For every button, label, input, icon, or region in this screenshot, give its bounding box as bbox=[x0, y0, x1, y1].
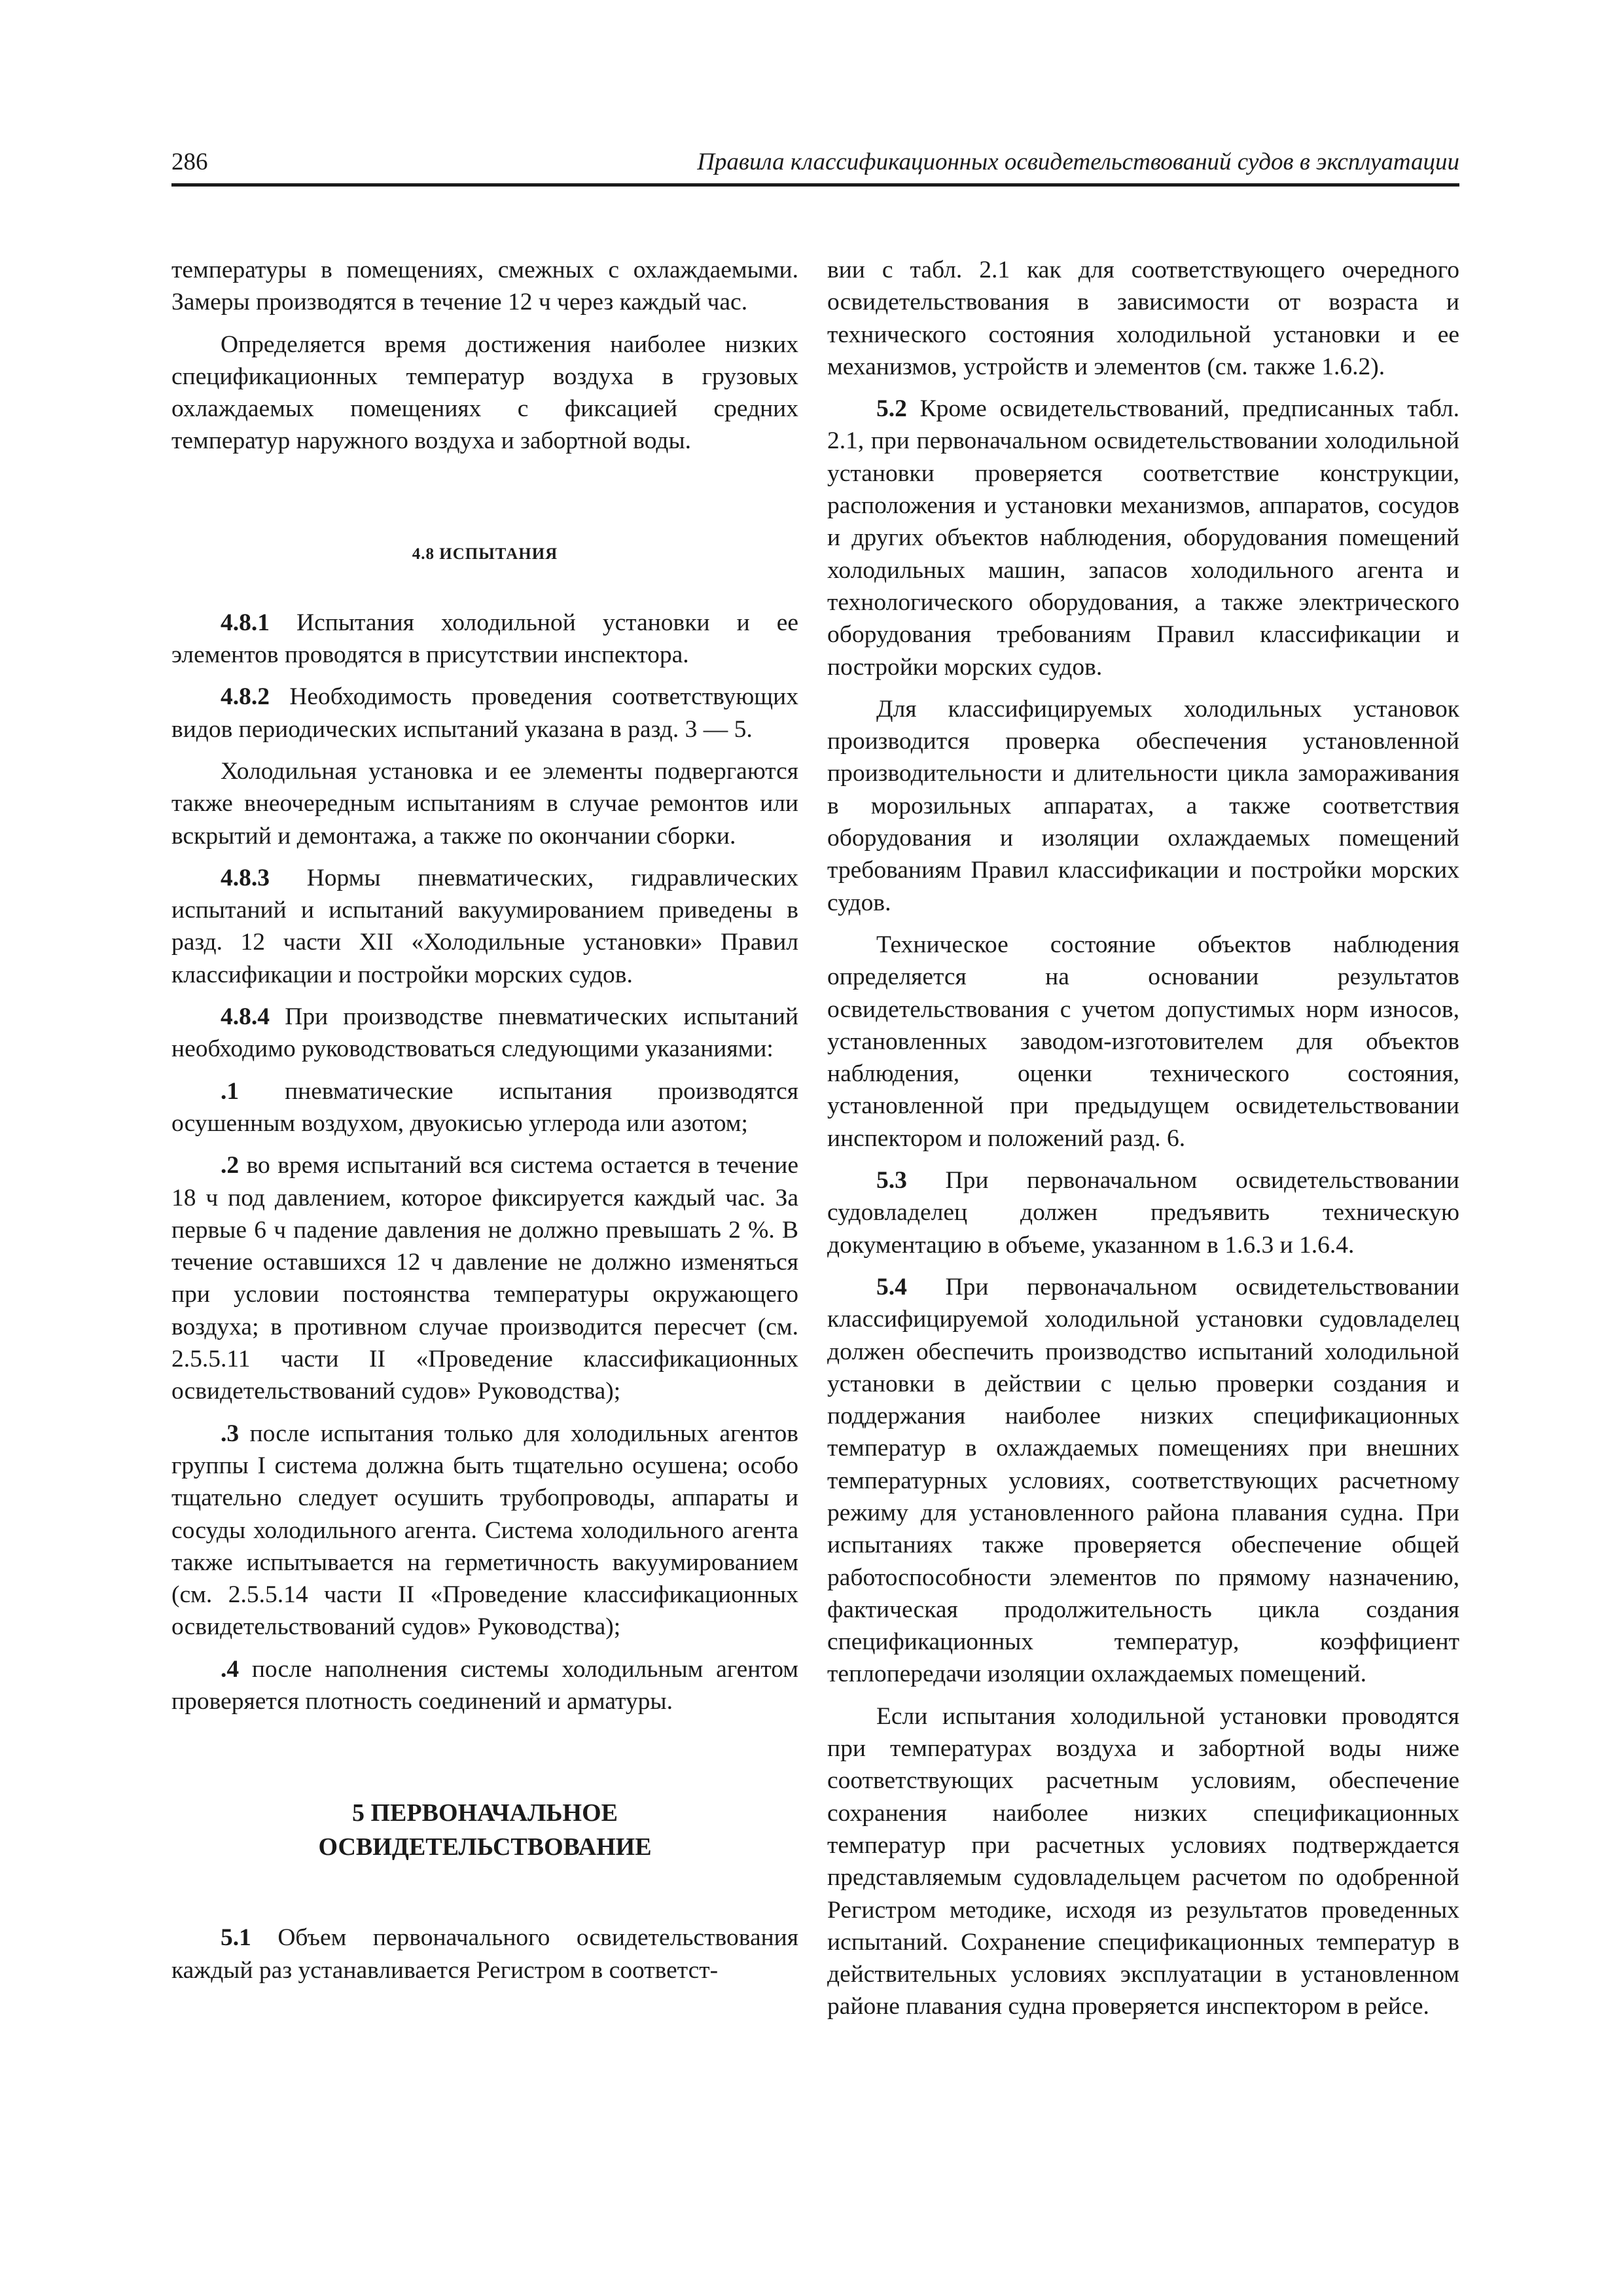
running-title: Правила классификационных освидетельствований судов в эксплуатации bbox=[697, 149, 1459, 175]
clause-number: 5.4 bbox=[876, 1273, 907, 1300]
chapter-heading-line: 5 ПЕРВОНАЧАЛЬНОЕ bbox=[352, 1799, 618, 1827]
list-item-1 bbox=[171, 1075, 798, 1140]
clause-text: Необходимость проведения соответствующих видов периодических испытаний указана в разд. 3 — 5. bbox=[171, 683, 798, 743]
section-heading-4-8: 4.8 ИСПЫТАНИЯ bbox=[412, 545, 558, 563]
clause-number: 5.1 bbox=[221, 1924, 251, 1952]
clause-number: 4.8.4 bbox=[221, 1003, 270, 1031]
paragraph: Определяется время достижения наиболее низких спецификационных температур воздуха в грузовых охлаждаемых помещениях с фиксацией средних температур наружного воздуха и забортной воды. bbox=[171, 331, 798, 455]
clause-number: 5.3 bbox=[876, 1167, 907, 1194]
item-number: .2 bbox=[221, 1152, 240, 1179]
clause-text: При производстве пневматических испытаний необходимо руководствоваться следующими указаниями: bbox=[171, 1003, 798, 1063]
item-number: .1 bbox=[221, 1077, 240, 1105]
page-number: 286 bbox=[171, 149, 208, 175]
paragraph: вии с табл. 2.1 как для соответствующего очередного освидетельствования в зависимости от возраста и технического состояния холодильной установки и ее механизмов, устройств и элементов (см. также 1.6.2). bbox=[827, 257, 1459, 380]
chapter-heading-line: ОСВИДЕТЕЛЬСТВОВАНИЕ bbox=[318, 1833, 652, 1861]
right-column bbox=[827, 254, 1459, 2033]
paragraph-4-8-2 bbox=[171, 681, 798, 745]
paragraph: температуры в помещениях, смежных с охлаждаемыми. Замеры производятся в течение 12 ч через каждый час. bbox=[171, 257, 798, 316]
item-text: пневматические испытания производятся осушенным воздухом, двуокисью углерода или азотом; bbox=[171, 1077, 798, 1137]
list-item-3 bbox=[171, 1418, 798, 1643]
clause-text: При первоначальном освидетельствовании судовладелец должен предъявить техническую документацию в объеме, указанном в 1.6.3 и 1.6.4. bbox=[827, 1167, 1459, 1259]
clause-number: 4.8.3 bbox=[221, 864, 270, 891]
paragraph: Если испытания холодильной установки проводятся при температурах воздуха и забортной воды ниже соответствующих расчетным условиям, обеспечение сохранения наиболее низких спецификационных температур при расчетных условиях подтверждается представляемым судовладельцем расчетом по одобренной Регистром методике, исходя из результатов проведенных испытаний. Сохранение спецификационных температур в действительных условиях эксплуатации в установленном районе плавания судна проверяется инспектором в рейсе. bbox=[827, 1702, 1459, 2020]
clause-text: Нормы пневматических, гидравлических испытаний и испытаний вакуумированием приведены в разд. 12 части XII «Холодильные установки» Правил классификации и постройки морских судов. bbox=[171, 864, 798, 988]
clause-number: 5.2 bbox=[876, 395, 907, 423]
paragraph: Холодильная установка и ее элементы подвергаются также внеочередным испытаниям в случае ремонтов или вскрытий и демонтажа, а также по окончании сборки. bbox=[171, 757, 798, 850]
chapter-heading-5 bbox=[171, 1796, 798, 1864]
paragraph-4-8-1 bbox=[171, 607, 798, 672]
item-number: .4 bbox=[221, 1655, 240, 1683]
paragraph-5-4 bbox=[827, 1271, 1459, 1691]
clause-text: Объем первоначального освидетельствования каждый раз устанавливается Регистром в соответст- bbox=[171, 1924, 798, 1984]
paragraph: Для классифицируемых холодильных установок производится проверка обеспечения установленной производительности и длительности цикла замораживания в морозильных аппаратах, а также соответствия оборудования и изоляции охлаждаемых помещений требованиям Правил классификации и постройки морских судов. bbox=[827, 695, 1459, 916]
item-text: после испытания только для холодильных агентов группы I система должна быть тщательно осушена; особо тщательно следует осушить трубопроводы, аппараты и сосуды холодильного агента. Система холодильного агента также испытывается на герметичность вакуумированием (см. 2.5.5.14 части II «Проведение классификационных освидетельствований судов» Руководства); bbox=[171, 1420, 798, 1641]
clause-text: При первоначальном освидетельствовании классифицируемой холодильной установки судовладелец должен обеспечить производство испытаний холодильной установки в действии с целью проверки создания и поддержания наиболее низких спецификационных температур в охлаждаемых помещениях при внешних температурных условиях, соответствующих расчетному режиму для установленного района плавания судна. При испытаниях также проверяется обеспечение общей работоспособности элементов по прямому назначению, фактическая продолжительность цикла создания спецификационных температур, коэффициент теплопередачи изоляции охлаждаемых помещений. bbox=[827, 1273, 1459, 1688]
paragraph-5-2 bbox=[827, 393, 1459, 683]
clause-number: 4.8.2 bbox=[221, 683, 270, 711]
item-text: после наполнения системы холодильным агентом проверяется плотность соединений и арматуры. bbox=[171, 1655, 798, 1715]
paragraph-5-3 bbox=[827, 1164, 1459, 1261]
paragraph-4-8-3 bbox=[171, 862, 798, 991]
page-header bbox=[171, 145, 1459, 187]
left-column bbox=[171, 254, 798, 1996]
paragraph: Техническое состояние объектов наблюдения определяется на основании результатов освидетельствования с учетом допустимых норм износов, установленных заводом-изготовителем для объектов наблюдения, оценки технического состояния, установленной при предыдущем освидетельствовании инспектором и положений разд. 6. bbox=[827, 931, 1459, 1152]
clause-text: Испытания холодильной установки и ее элементов проводятся в присутствии инспектора. bbox=[171, 609, 798, 669]
paragraph-5-1 bbox=[171, 1922, 798, 1986]
list-item-4 bbox=[171, 1653, 798, 1718]
clause-text: Кроме освидетельствований, предписанных табл. 2.1, при первоначальном освидетельствовании холодильной установки проверяется соответствие конструкции, расположения и установки механизмов, аппаратов, сосудов и других объектов наблюдения, оборудования помещений холодильных машин, запасов холодильного агента и технологического оборудования, а также электрического оборудования требованиям Правил классификации и постройки морских судов. bbox=[827, 395, 1459, 681]
list-item-2 bbox=[171, 1149, 798, 1407]
clause-number: 4.8.1 bbox=[221, 609, 270, 636]
paragraph-4-8-4 bbox=[171, 1001, 798, 1066]
item-text: во время испытаний вся система остается в течение 18 ч под давлением, которое фиксируется каждый час. За первые 6 ч падение давления не должно превышать 2 %. В течение оставшихся 12 ч давление не должно изменяться при условии постоянства температуры окружающего воздуха; в противном случае производится пересчет (см. 2.5.5.11 части II «Проведение классификационных освидетельствований судов» Руководства); bbox=[171, 1152, 798, 1405]
item-number: .3 bbox=[221, 1420, 240, 1447]
